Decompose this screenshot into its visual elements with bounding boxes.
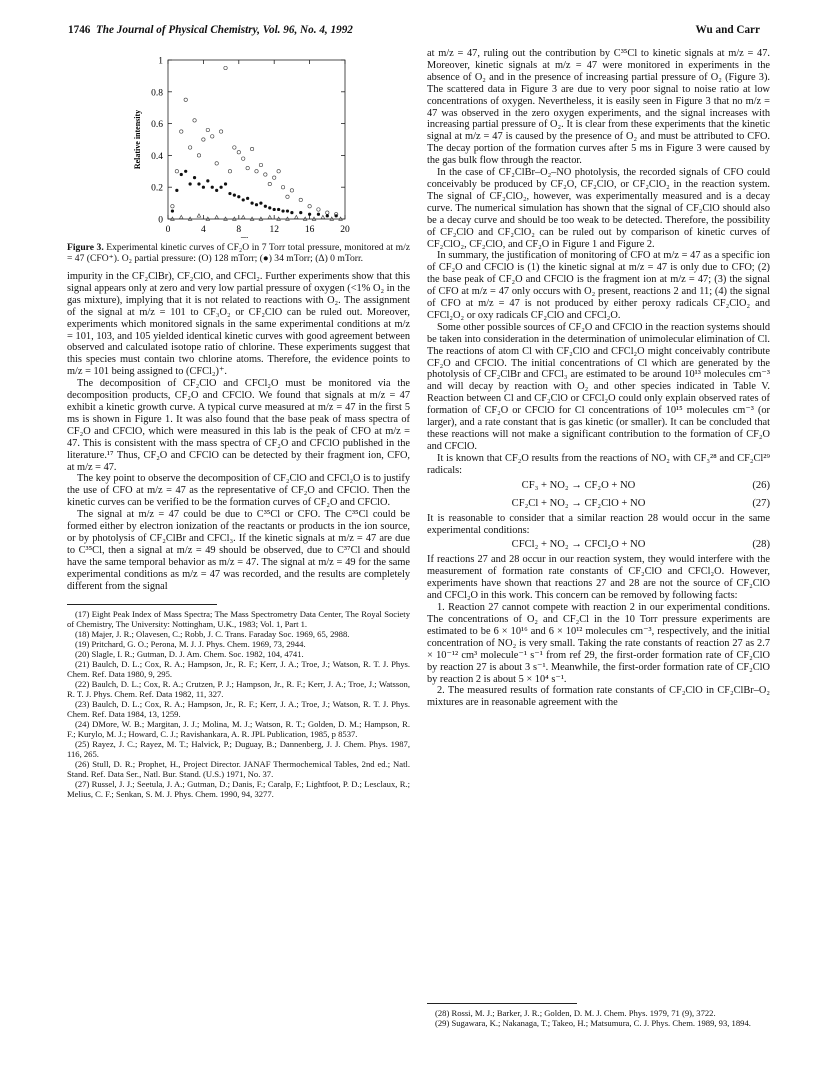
paragraph: The key point to observe the decomposition of CF₂ClO and CFCl₂O is to justify the use of CFO at m/z = 47 as the representative of CF₂O and CFClO. Then the kinetic curves can be verified to be the formation curves of CF₂O and CFClO.: [67, 473, 410, 509]
paragraph: impurity in the CF₂ClBr), CF₂ClO, and CFCl₂. Further experiments show that this signal appears only at zero and very low partial pressure of oxygen (<1% O₂ in the gas mixture), implying that it is not related to reactions with O₂. The assignment of the signal at m/z = 101 to CF₃O₂ or CF₂ClO can be ruled out. Moreover, experiments which monitored signals in the same experimental conditions at m/z = 101, 103, and 105 yielded identical kinetic curves with good agreement between observed and calculated isotope ratio of chlorine. These experiments suggest that this species must contain two chlorine atoms. Therefore, the evidence points to m/z = 101 being assigned to (CFCl₂)⁺.: [67, 271, 410, 378]
right-column: [427, 48, 770, 1048]
paragraph: Some other possible sources of CF₂O and CFClO in the reaction systems should be taken into consideration in the determination of unimolecular elimination of Cl. The reactions of atom Cl with CF₂ClO and CFCl₂O might conceivably contribute CF₂O and CFClO. The initial concentrations of Cl which are generated by the photolysis of CF₂ClBr and CFCl₃ are estimated to be around 10¹³ molecules cm⁻³ and will decay by reaction with O₂ and other species indicated in Table V. Reaction between Cl and CF₂ClO or CFCl₂O could only explain observed rates of formation of CF₂O or CFClO for Cl concentrations of 10¹⁵ molecules cm⁻³ (or larger), and a rate constant that is gas kinetic (or smaller). It can be concluded that these reactions will not make a significant contribution to the formation of CF₂O and CFClO.: [427, 321, 770, 452]
paragraph: 1. Reaction 27 cannot compete with reaction 2 in our experimental conditions. The concentrations of O₂ and CF₂Cl in the 10 Torr pressure experiments are estimated to be 6 × 10¹⁶ and 6 × 10¹² molecules cm⁻³, respectively, and the initial concentration of NO₂ is very small. Taking the rate constants of reaction 27 as 2.7 × 10⁻¹² cm³ molecule⁻¹ s⁻¹ from ref 29, the first-order formation rate of CF₂ClO by reaction 27 is about 3 s⁻¹. Meanwhile, the first-order formation rate of CF₂ClO by reaction 2 is about 5 × 10⁴ s⁻¹.: [427, 602, 770, 685]
data-point: [171, 205, 174, 208]
data-point: [237, 195, 240, 198]
data-point: [264, 205, 267, 208]
data-point: [242, 198, 245, 201]
y-tick-label: 0: [158, 215, 163, 226]
data-point: [211, 186, 214, 189]
data-point: [242, 157, 245, 160]
data-point: [237, 151, 240, 154]
data-point: [184, 98, 187, 101]
data-point: [246, 166, 249, 169]
y-tick-label: 0.6: [151, 120, 163, 131]
equation-number: (27): [752, 497, 770, 509]
data-point: [224, 66, 227, 69]
paragraph: It is known that CF₂O results from the reactions of NO₂ with CF₃²⁸ and CF₂Cl²⁹ radicals:: [427, 452, 770, 476]
data-point: [193, 119, 196, 122]
data-point: [295, 215, 299, 218]
data-point: [175, 189, 178, 192]
x-tick-label: 0: [165, 225, 171, 235]
x-tick-label: 16: [304, 225, 315, 235]
data-point: [171, 209, 174, 212]
data-point: [326, 214, 329, 217]
data-point: [290, 211, 293, 214]
equation-text: CF₂Cl + NO₂ → CF₂ClO + NO: [511, 497, 646, 509]
data-point: [259, 202, 262, 205]
equation-text: CF₃ + NO₂ → CF₂O + NO: [521, 479, 636, 491]
data-point: [228, 192, 231, 195]
x-tick-label: 8: [236, 225, 242, 235]
equation-26: [427, 477, 770, 495]
data-point: [180, 173, 183, 176]
paragraph: 2. The measured results of formation rate constants of CF₂ClO in CF₂ClBr–O₂ mixtures are in reasonable agreement with the: [427, 685, 770, 709]
caption-text: Experimental kinetic curves of CF₂O in 7 Torr total pressure, monitored at m/z = 47 (CFO⁺). O₂ partial pressure: (O) 128 mTorr; (●) 34 mTorr; (Δ) 0 mTorr.: [67, 242, 410, 264]
data-point: [299, 198, 302, 201]
data-point: [233, 194, 236, 197]
data-point: [277, 170, 280, 173]
data-point: [175, 170, 178, 173]
data-point: [308, 213, 311, 216]
x-tick-label: 20: [340, 225, 350, 235]
reference: (19) Pritchard, G. O.; Perona, M. J. J. Phys. Chem. 1969, 73, 2944.: [75, 639, 306, 650]
data-point: [224, 182, 227, 185]
data-point: [273, 208, 276, 211]
reference: (23) Baulch, D. L.; Cox, R. A.; Hampson, Jr., R. F.; Kerr, J. A.; Troe, J.; Watson, R. T. J. Phys. Chem. Ref. Data 1984, 13, 1259.: [67, 699, 410, 720]
reference: (21) Baulch, D. L.; Cox, R. A.; Hampson, Jr., R. F.; Kerr, J. A.; Troe, J.; Watson, R. T. J. Phys. Chem. Ref. Data 1980, 9, 295.: [67, 659, 410, 680]
data-point: [193, 176, 196, 179]
data-point: [250, 202, 253, 205]
data-point: [188, 146, 191, 149]
data-point: [215, 189, 218, 192]
equation-28: [427, 536, 770, 554]
paragraph: at m/z = 47, ruling out the contribution by C³⁵Cl to kinetic signals at m/z = 47. Moreover, kinetic signals at m/z = 47 were monitored in experiments in the absence of O₂ and in the presence of increasing partial pressure of O₂ (Figure 3). The scattered data in Figure 3 are due to very poor signal to noise ratio at low concentrations of oxygen. Nevertheless, it is easily seen in Figure 3 that no m/z = 47 was observed in the zero oxygen experiments, and the signal increases with increasing partial pressure of O₂. It is clear from these experiments that the kinetic signal at m/z = 47 is caused by the presence of O₂ and must be attributed to CFO. The decay portion of the formation curves after 5 ms in Figure 3 were caused by the gas bulk flow through the reactor.: [427, 48, 770, 167]
reference-rule: [427, 1003, 577, 1004]
data-point: [255, 203, 258, 206]
data-point: [273, 176, 276, 179]
data-point: [286, 195, 289, 198]
x-tick-label: 12: [269, 225, 279, 235]
data-point: [241, 215, 245, 218]
reference: (26) Stull, D. R.; Prophet, H., Project Director. JANAF Thermochemical Tables, 2nd ed.; Natl. Stand. Ref. Data Ser., Natl. Bur. Stand. (U.S.) 1971, No. 37.: [67, 759, 410, 780]
right-references: [427, 1003, 770, 1028]
data-point: [202, 186, 205, 189]
data-point: [277, 208, 280, 211]
paragraph: In the case of CF₂ClBr–O₂–NO photolysis, the recorded signals of CFO could conceivably be produced by CF₂O, CF₂ClO, or CF₂ClO₂ in the reaction system. The signal of CF₂ClO₂, however, was experimentally measured and is a decay curve. The numerical simulation has shown that the signal of CF₂ClO should also be a decay curve and should be too weak to be detected. Therefore, the possibility of CF₂ClO and CF₂ClO₂ can be ruled out by comparison of kinetic curves of CF₂ClO₂, CF₂ClO, and CF₂O in Figure 1 and Figure 2.: [427, 167, 770, 250]
equation-text: CFCl₂ + NO₂ → CFCl₂O + NO: [511, 539, 646, 551]
reference: (25) Rayez, J. C.; Rayez, M. T.; Halvick, P.; Duguay, B.; Dannenberg, J. J. Chem. Phys. 1987, 116, 265.: [67, 739, 410, 760]
reference: (20) Slagle, I. R.; Gutman, D. J. Am. Chem. Soc. 1982, 104, 4741.: [75, 649, 304, 660]
y-tick-label: 1: [158, 56, 163, 67]
reference: (27) Russel, J. J.; Seetula, J. A.; Gutman, D.; Danis, F.; Caralp, F.; Lightfoot, P. D.; Lesclaux, R.; Melius, C. F.; Senkan, S. M. J. Phys. Chem. 1990, 94, 3277.: [67, 779, 410, 800]
header-left: [68, 24, 353, 36]
reference: (24) DMore, W. B.; Margitan, J. J.; Molina, M. J.; Watson, R. T.; Golden, D. M.; Hampson, R. F.; Kurylo, M. J.; Howard, C. J.; Ravishankara, A. R. JPL Publication, 1985, p 8537.: [67, 719, 410, 740]
data-point: [206, 128, 209, 131]
running-header: [68, 24, 760, 40]
data-point: [228, 170, 231, 173]
reference: (18) Majer, J. R.; Olavesen, C.; Robb, J. C. Trans. Faraday Soc. 1969, 65, 2988.: [75, 629, 350, 640]
data-point: [180, 130, 183, 133]
paragraph: In summary, the justification of monitoring of CFO at m/z = 47 as a specific ion of CF₂O and CFClO is (1) the kinetic signal at m/z = 47 is only due to CFO; (2) the base peak of CF₂O and CFClO is the fragment ion at m/z = 47; (3) the signal of CFO at m/z = 47 only occurs with O₂ present, reactions 2 and 11; (4) the signal of CFO at m/z = 47 is not produced by either peroxy radicals CF₂ClO₂ and CFCl₂O₂ or oxy radicals CF₂ClO and CFCl₂O.: [427, 250, 770, 321]
data-point: [268, 206, 271, 209]
equation-number: (26): [752, 479, 770, 491]
data-point: [299, 211, 302, 214]
data-point: [281, 209, 284, 212]
data-point: [179, 215, 183, 218]
data-point: [220, 186, 223, 189]
figure-caption: [67, 242, 410, 264]
data-point: [308, 205, 311, 208]
equation-number: (28): [752, 539, 770, 551]
plot-frame: [168, 60, 345, 219]
y-tick-label: 0.4: [151, 151, 163, 162]
data-point: [215, 215, 219, 218]
data-point: [255, 170, 258, 173]
left-column: [67, 48, 410, 799]
reference: (29) Sugawara, K.; Nakanaga, T.; Takeo, H.; Matsumura, C. J. Phys. Chem. 1989, 93, 1894.: [435, 1018, 751, 1028]
data-point: [268, 215, 272, 218]
header-authors: Wu and Carr: [695, 24, 760, 36]
data-point: [250, 147, 253, 150]
data-point: [290, 189, 293, 192]
data-point: [184, 170, 187, 173]
reference: (17) Eight Peak Index of Mass Spectra; The Mass Spectrometry Data Center, The Royal Society of Chemistry, The University: Nottingham, U.K., 1983; Vol. 1, Part 1.: [67, 609, 410, 630]
y-tick-label: 0.2: [151, 183, 163, 194]
data-point: [326, 211, 329, 214]
data-point: [215, 162, 218, 165]
data-point: [335, 214, 338, 217]
data-point: [197, 214, 201, 217]
x-tick-label: 4: [201, 225, 206, 235]
caption-label: Figure 3.: [67, 242, 104, 253]
paragraph: The decomposition of CF₂ClO and CFCl₂O must be monitored via the decomposition products, CF₂O and CFClO. We found that signals at m/z = 47 exhibit a kinetic growth curve. A typical curve measured at m/z = 47 in the first 5 ms is shown in Figure 1. It was also found that the base peak of mass spectra of CF₂O and CFClO, which were measured in this lab is the peak of CFO at m/z = 47. This is consistent with the mass spectra of CF₂O and CFClO published in the literature.¹⁷ Thus, CF₂O and CFClO can be detected by their fragment ion, CFO, at m/z = 47.: [67, 378, 410, 473]
data-point: [233, 146, 236, 149]
data-point: [219, 130, 222, 133]
left-references: [67, 604, 410, 799]
data-point: [264, 173, 267, 176]
paragraph: The signal at m/z = 47 could be due to C³⁵Cl or CFO. The C³⁵Cl could be formed either by electron ionization of the reactants or products in the ion source, or by photolysis of CF₂ClBr and CFCl₃. If the kinetic signals at m/z = 47 are due to C³⁵Cl, then a signal at m/z = 49 should be observed, due to C³⁷Cl and should have the same temporal behavior as m/z = 47. The signal at m/z = 49 for the same experimental conditions as m/z = 47 was recorded, and the results are completely different from the signal: [67, 509, 410, 592]
data-point: [259, 163, 262, 166]
data-point: [197, 182, 200, 185]
data-point: [202, 138, 205, 141]
data-point: [317, 208, 320, 211]
data-point: [286, 209, 289, 212]
data-point: [211, 135, 214, 138]
figure-3-chart: [67, 48, 410, 238]
x-axis-label: [241, 236, 272, 238]
data-point: [206, 179, 209, 182]
data-point: [321, 215, 325, 218]
reference: (22) Baulch, D. L.; Cox, R. A.; Crutzen, P. J.; Hampson, Jr., R. F.; Kerr, J. A.; Troe, J.; Watsson, R. T. J. Phys. Chem. Ref. Data 1982, 11, 327.: [67, 679, 410, 700]
reference: (28) Rossi, M. J.; Barker, J. R.; Golden, D. M. J. Chem. Phys. 1979, 71 (9), 3722.: [435, 1008, 716, 1018]
paragraph: It is reasonable to consider that a similar reaction 28 would occur in the same experimental conditions:: [427, 512, 770, 536]
data-point: [189, 182, 192, 185]
data-point: [197, 154, 200, 157]
figure-3: [67, 48, 410, 238]
reference-rule: [67, 604, 217, 605]
data-point: [246, 197, 249, 200]
equation-27: [427, 495, 770, 513]
paragraph: If reactions 27 and 28 occur in our reaction system, they would interfere with the measurement of formation rate constants of CF₂ClO and CFCl₂O. However, experiments have shown that reactions 27 and 28 are not the source of CF₂ClO and CFCl₂O in this work. This concern can be removed by following facts:: [427, 554, 770, 602]
data-point: [268, 182, 271, 185]
y-tick-label: 0.8: [151, 88, 163, 99]
data-point: [317, 213, 320, 216]
journal-title: The Journal of Physical Chemistry, Vol. 96, No. 4, 1992: [95, 24, 353, 36]
data-point: [281, 186, 284, 189]
y-axis-label: Relative intensity: [133, 109, 142, 170]
page-number: 1746: [68, 24, 91, 36]
